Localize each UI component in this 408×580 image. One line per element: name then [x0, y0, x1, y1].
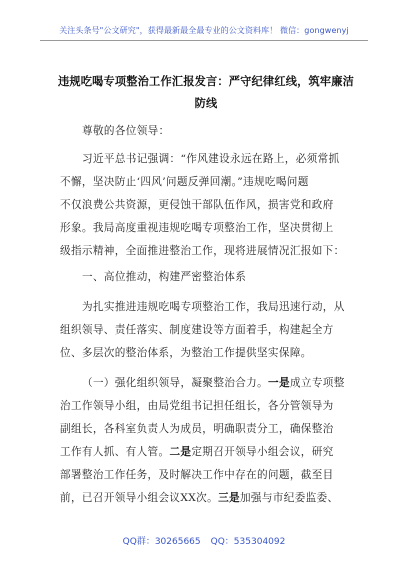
paragraph-3-line-5: 部署整治工作任务，及时解决工作中存在的问题，截至目	[60, 469, 334, 481]
paragraph-3-line-4-tail: 定期召开领导小组会议，研究	[191, 446, 334, 458]
paragraph-1-line-5: 级指示精神，全面推进整治工作，现将进展情况汇报如下：	[60, 245, 345, 257]
section-heading-1: 一、高位推动，构建严密整治体系	[82, 271, 247, 283]
paragraph-3-line-1-tail: 成立专项整	[289, 377, 345, 389]
paragraph-3-line-6	[60, 491, 338, 505]
document-title: 违规吃喝专项整治工作汇报发言：严守纪律红线，筑牢廉洁防线	[57, 74, 355, 110]
footer-qq: QQ：535304092	[210, 537, 286, 547]
ordinal-3: 三是	[218, 492, 240, 504]
paragraph-3-line-1	[82, 376, 345, 390]
paragraph-3-line-3: 副组长，各科室负责人为成员，明确职责分工，确保整治	[60, 423, 334, 435]
paragraph-3-line-2: 治工作领导小组，由局党组书记担任组长，各分管领导为	[60, 400, 334, 412]
salutation: 尊敬的各位领导：	[82, 125, 170, 137]
paragraph-3-line-6-tail: 加强与市纪委监委、	[239, 492, 339, 504]
ordinal-1: 一是	[268, 377, 290, 389]
paragraph-2-line-2: 组织领导、责任落实、制度建设等方面着手，构建起全方	[60, 324, 334, 336]
header-divider	[40, 40, 368, 41]
paragraph-1-line-3: 不仅浪费公共资源，更侵蚀干部队伍作风，损害党和政府	[60, 199, 334, 211]
header-note: 关注头条号"公文研究"，获得最新最全最专业的公文资料库！ 微信：gongwenyj	[59, 26, 349, 35]
paragraph-1-line-4: 形象。我局高度重视违规吃喝专项整治工作，坚决贯彻上	[60, 222, 334, 234]
paragraph-1-line-1: 习近平总书记强调：“作风建设永远在路上，必须常抓	[82, 153, 340, 165]
paragraph-2-line-3: 位、多层次的整治体系，为整治工作提供坚实保障。	[60, 347, 312, 359]
footer	[0, 534, 408, 547]
paragraph-2-line-1: 为扎实推进违规吃喝专项整治工作，我局迅速行动，从	[82, 301, 345, 313]
subheading-1: （一）强化组织领导，凝聚整治合力。	[82, 377, 269, 389]
paragraph-3-line-6-head: 前，已召开领导小组会议XX次。	[60, 492, 219, 504]
paragraph-1-line-2: 不懈，坚决防止‘四风’问题反弹回潮。”违规吃喝问题	[60, 176, 309, 188]
paragraph-3-line-4	[60, 445, 334, 459]
paragraph-3-line-4-head: 工作有人抓、有人管。	[60, 446, 170, 458]
footer-qq-group: QQ群：30265665	[122, 537, 201, 547]
ordinal-2: 二是	[169, 446, 192, 458]
